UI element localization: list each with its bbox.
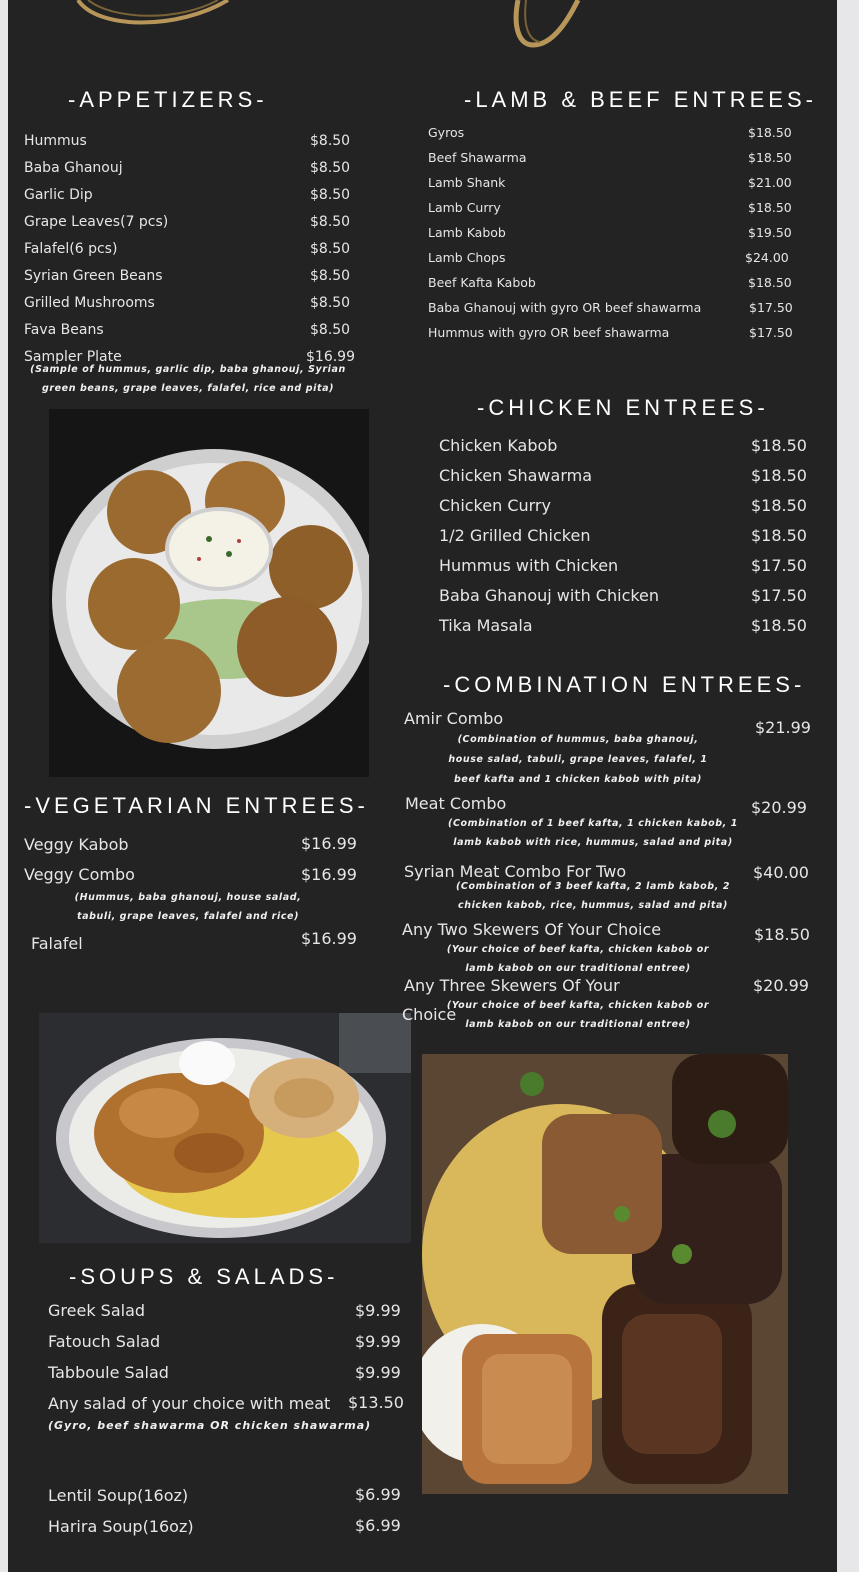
menu-item-name: Any Two Skewers Of Your Choice xyxy=(402,920,662,939)
menu-item-name: Falafel xyxy=(31,934,83,953)
menu-item-price: $8.50 xyxy=(310,268,351,284)
menu-item-price: $17.50 xyxy=(749,325,793,340)
amir-combo-note: beef kafta and 1 chicken kabob with pita) xyxy=(454,774,702,785)
menu-item-price: $13.50 xyxy=(348,1393,404,1412)
menu-item-name: Lentil Soup(16oz) xyxy=(48,1486,189,1505)
menu-item-name: Tika Masala xyxy=(439,616,533,635)
syrian-combo-note: (Combination of 3 beef kafta, 2 lamb kabob, 2 xyxy=(455,881,731,892)
menu-item-name: Veggy Combo xyxy=(24,865,135,884)
menu-item-name: Baba Ghanouj with gyro OR beef shawarma xyxy=(428,300,702,315)
logo-letter xyxy=(498,0,598,55)
menu-item-name: Garlic Dip xyxy=(24,187,93,203)
menu-item-price: $40.00 xyxy=(753,863,809,882)
menu-item-name: Harira Soup(16oz) xyxy=(48,1517,194,1536)
menu-item-name: Lamb Chops xyxy=(428,250,506,265)
kabob-plate-photo xyxy=(422,1054,788,1494)
menu-item-price: $8.50 xyxy=(310,187,351,203)
meat-combo-note: (Combination of 1 beef kafta, 1 chicken kabob, 1 xyxy=(448,818,738,829)
menu-item-name: Grilled Mushrooms xyxy=(24,295,155,311)
menu-item-price: $8.50 xyxy=(310,295,351,311)
menu-item-name: Hummus xyxy=(24,133,87,149)
menu-panel xyxy=(8,0,837,1572)
menu-item-price: $17.50 xyxy=(751,586,807,605)
chicken-heading: -CHICKEN ENTREES- xyxy=(477,395,769,420)
menu-item-price: $16.99 xyxy=(306,349,355,365)
menu-item-name: Chicken Shawarma xyxy=(439,466,592,485)
soups-salads-heading: -SOUPS & SALADS- xyxy=(69,1264,339,1289)
menu-item-price: $18.50 xyxy=(751,526,807,545)
menu-item-name: Syrian Meat Combo For Two xyxy=(404,862,627,881)
menu-item-price: $18.50 xyxy=(751,436,807,455)
menu-item-price: $8.50 xyxy=(310,214,351,230)
meat-combo-note: lamb kabob with rice, hummus, salad and pita) xyxy=(453,837,733,848)
menu-item-name: Gyros xyxy=(428,125,465,140)
menu-item-name: Fava Beans xyxy=(24,322,104,338)
menu-item-name: Any Three Skewers Of Your xyxy=(404,976,620,995)
menu-item-name: Chicken Curry xyxy=(439,496,551,515)
menu-item-name: Hummus with gyro OR beef shawarma xyxy=(428,325,670,340)
amir-combo-note: house salad, tabuli, grape leaves, falafel, 1 xyxy=(448,754,708,765)
combination-heading: -COMBINATION ENTREES- xyxy=(443,672,806,697)
menu-item-price: $9.99 xyxy=(355,1301,401,1320)
menu-item-price: $18.50 xyxy=(751,496,807,515)
menu-item-price: $6.99 xyxy=(355,1516,401,1535)
two-skewers-note: (Your choice of beef kafta, chicken kabob or xyxy=(446,944,710,955)
sampler-note: green beans, grape leaves, falafel, rice and pita) xyxy=(41,383,335,394)
menu-item-name: Lamb Curry xyxy=(428,200,501,215)
menu-item-price: $8.50 xyxy=(310,160,351,176)
menu-item-name: Hummus with Chicken xyxy=(439,556,619,575)
menu-item-name: Choice xyxy=(402,1005,457,1024)
menu-item-name: Baba Ghanouj with Chicken xyxy=(439,586,660,605)
menu-item-name: Baba Ghanouj xyxy=(24,160,123,176)
menu-item-price: $17.50 xyxy=(749,300,793,315)
menu-item-price: $20.99 xyxy=(753,976,809,995)
menu-item-name: Syrian Green Beans xyxy=(24,268,163,284)
lamb-beef-heading: -LAMB & BEEF ENTREES- xyxy=(464,87,817,112)
two-skewers-note: lamb kabob on our traditional entree) xyxy=(465,963,691,974)
menu-item-price: $8.50 xyxy=(310,133,351,149)
menu-item-name: Lamb Shank xyxy=(428,175,506,190)
menu-item-price: $16.99 xyxy=(301,929,357,948)
menu-item-name: Any salad of your choice with meat xyxy=(48,1394,331,1413)
menu-item-price: $21.00 xyxy=(748,175,792,190)
sampler-note: (Sample of hummus, garlic dip, baba ghanouj, Syrian xyxy=(30,364,346,375)
menu-item-price: $18.50 xyxy=(748,200,792,215)
amir-combo-note: (Combination of hummus, baba ghanouj, xyxy=(457,734,699,745)
menu-item-name: Tabboule Salad xyxy=(48,1363,169,1382)
menu-item-name: Beef Shawarma xyxy=(428,150,527,165)
menu-item-name: Falafel(6 pcs) xyxy=(24,241,118,257)
menu-item-name: Sampler Plate xyxy=(24,349,122,365)
three-skewers-note: lamb kabob on our traditional entree) xyxy=(465,1019,691,1030)
veggy-combo-note: (Hummus, baba ghanouj, house salad, xyxy=(74,892,302,903)
menu-item-name: Fatouch Salad xyxy=(48,1332,161,1351)
vegetarian-heading: -VEGETARIAN ENTREES- xyxy=(24,793,369,818)
menu-item-name: Veggy Kabob xyxy=(24,835,129,854)
menu-item-price: $6.99 xyxy=(355,1485,401,1504)
menu-item-name: Meat Combo xyxy=(405,794,507,813)
menu-item-price: $18.50 xyxy=(748,150,792,165)
menu-item-price: $18.50 xyxy=(754,925,810,944)
menu-item-name: Greek Salad xyxy=(48,1301,146,1320)
menu-item-name: Lamb Kabob xyxy=(428,225,506,240)
appetizers-heading: -APPETIZERS- xyxy=(68,87,268,112)
menu-item-price: $9.99 xyxy=(355,1332,401,1351)
menu-item-price: $18.50 xyxy=(751,616,807,635)
menu-item-price: $16.99 xyxy=(301,865,357,884)
three-skewers-note: (Your choice of beef kafta, chicken kabob or xyxy=(446,1000,710,1011)
menu-item-price: $8.50 xyxy=(310,322,351,338)
menu-item-price: $18.50 xyxy=(751,466,807,485)
menu-item-price: $17.50 xyxy=(751,556,807,575)
shawarma-plate-photo xyxy=(39,1013,411,1243)
menu-item-price: $24.00 xyxy=(745,250,789,265)
menu-item-price: $16.99 xyxy=(301,834,357,853)
menu-item-price: $18.50 xyxy=(748,125,792,140)
syrian-combo-note: chicken kabob, rice, hummus, salad and pita) xyxy=(457,900,728,911)
menu-item-price: $20.99 xyxy=(751,798,807,817)
menu-item-price: $8.50 xyxy=(310,241,351,257)
menu-item-name: 1/2 Grilled Chicken xyxy=(439,526,591,545)
veggy-combo-note: tabuli, grape leaves, falafel and rice) xyxy=(76,911,300,922)
falafel-photo xyxy=(49,409,369,777)
menu-item-price: $18.50 xyxy=(748,275,792,290)
menu-item-name: Amir Combo xyxy=(404,709,504,728)
menu-item-price: $21.99 xyxy=(755,718,811,737)
menu-item-name: Beef Kafta Kabob xyxy=(428,275,536,290)
menu-item-name: Grape Leaves(7 pcs) xyxy=(24,214,169,230)
menu-item-price: $19.50 xyxy=(748,225,792,240)
salad-meat-note: (Gyro, beef shawarma OR chicken shawarma) xyxy=(48,1419,372,1432)
menu-item-price: $9.99 xyxy=(355,1363,401,1382)
logo-swash xyxy=(68,0,238,40)
menu-item-name: Chicken Kabob xyxy=(439,436,558,455)
